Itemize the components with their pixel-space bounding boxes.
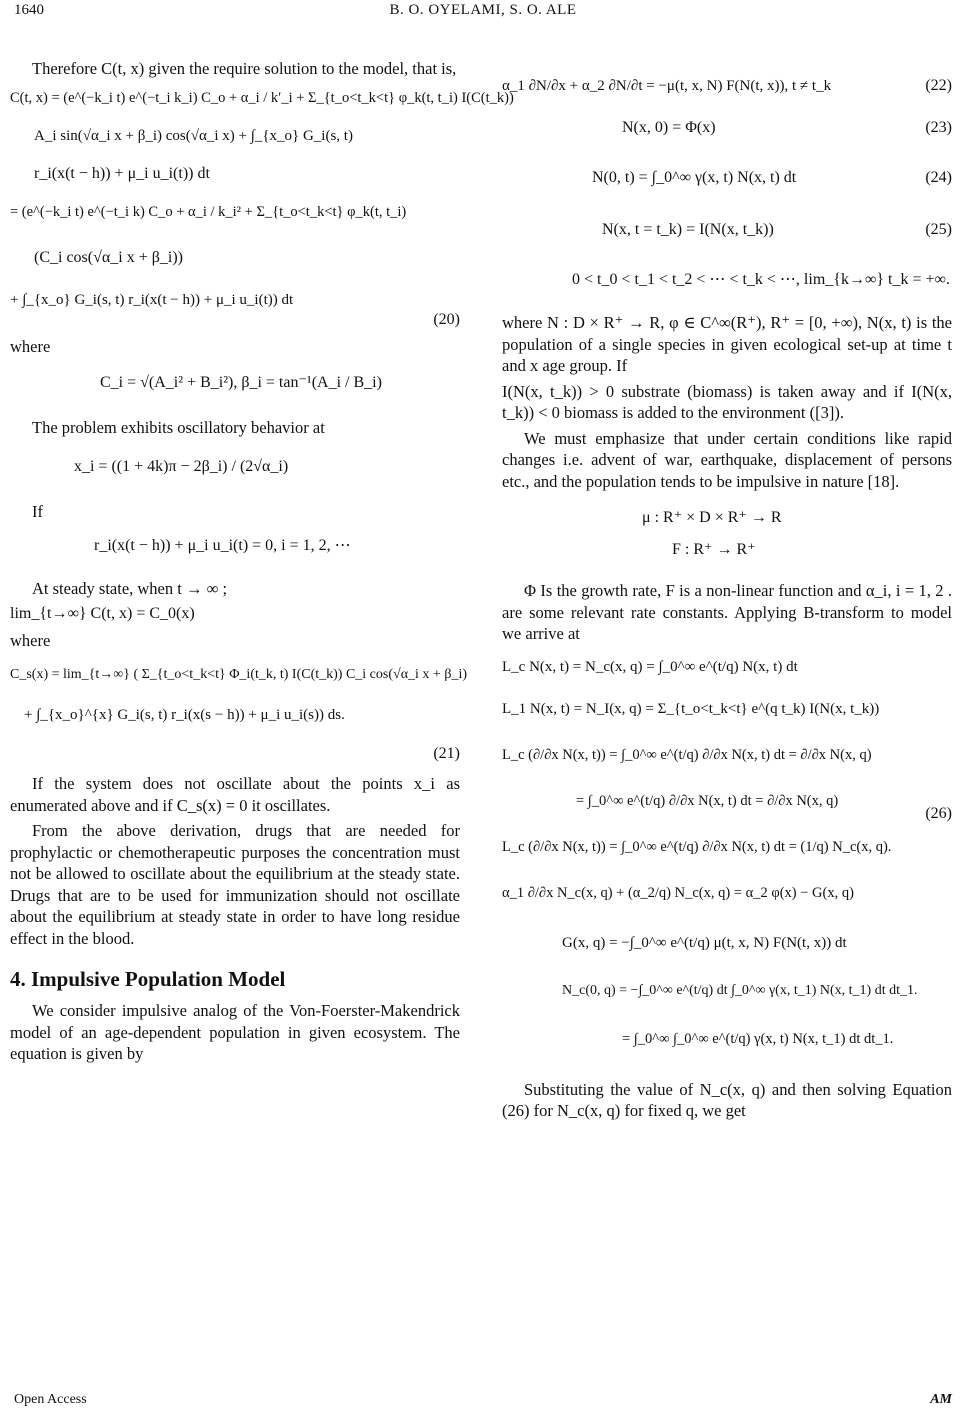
right-column (502, 58, 952, 1126)
equation-line: L_c (∂/∂x N(x, t)) = ∫_0^∞ e^(t/q) ∂/∂x N(x, t) dt = (1/q) N_c(x, q). (502, 838, 892, 855)
equation: N_c(0, q) = −∫_0^∞ e^(t/q) dt ∫_0^∞ γ(x, t_1) N(x, t_1) dt dt_1. (562, 982, 918, 998)
equation-line: = (e^(−k_i t) e^(−t_i k) C_o + α_i / k_i² + Σ_{t_o<t_k<t} φ_k(t, t_i) (10, 203, 407, 220)
equation: = ∫_0^∞ ∫_0^∞ e^(t/q) γ(x, t) N(x, t_1) dt dt_1. (622, 1030, 894, 1047)
equation-line: A_i sin(√α_i x + β_i) cos(√α_i x) + ∫_{x_o} G_i(s, t) (34, 127, 353, 144)
equation-24 (502, 168, 952, 188)
equation: r_i(x(t − h)) + μ_i u_i(t) = 0, i = 1, 2, ⋯ (94, 537, 351, 554)
equation-line: L_c N(x, t) = N_c(x, q) = ∫_0^∞ e^(t/q) N(x, t) dt (502, 658, 798, 675)
paragraph: where N : D × R⁺ → R, φ ∈ C^∞(R⁺), R⁺ = [0, +∞), N(x, t) is the population of a single species in given ecological set-up at time t and x age group. If (502, 313, 952, 375)
equation-number: (22) (925, 77, 952, 94)
page-header (0, 0, 966, 30)
paragraph: If the system does not oscillate about the points x_i as enumerated above and if C_s(x) = 0 it oscillates. (10, 774, 460, 815)
equation: 0 < t_0 < t_1 < t_2 < ⋯ < t_k < ⋯, lim_{k→∞} t_k = +∞. (572, 271, 950, 288)
equation-22 (502, 76, 952, 96)
paragraph: From the above derivation, drugs that are needed for prophylactic or chemotherapeutic purposes the concentration must not be allowed to oscillate about the equilibrium at the steady state. Drugs that are to be used for immunization should not oscillate about the equilibrium at steady state in order to have long residue effect in the blood. (10, 821, 460, 948)
paragraph: where (10, 630, 51, 650)
section-heading: 4. Impulsive Population Model (10, 967, 286, 991)
equation-line: + ∫_{x_o}^{x} G_i(s, t) r_i(x(s − h)) + μ_i u_i(s)) ds. (24, 707, 345, 723)
equation-line: (C_i cos(√α_i x + β_i)) (34, 248, 183, 266)
paragraph: Substituting the value of N_c(x, q) and then solving Equation (26) for N_c(x, q) for fixed q, we get (502, 1079, 952, 1120)
equation: N(0, t) = ∫_0^∞ γ(x, t) N(x, t) dt (592, 169, 797, 186)
equation-line: C(t, x) = (e^(−k_i t) e^(−t_i k_i) C_o + α_i / k′_i + Σ_{t_o<t_k<t} φ_k(t, t_i) I(C(t_k)) (10, 89, 514, 106)
equation-line: r_i(x(t − h)) + μ_i u_i(t)) dt (34, 164, 210, 182)
paragraph: We consider impulsive analog of the Von-Foerster-Makendrick model of an age-dependent population in given ecosystem. The equation is given by (10, 1001, 460, 1063)
paragraph: where (10, 336, 51, 356)
paragraph: At steady state, when t → ∞ ; (32, 579, 228, 598)
equation-23 (502, 118, 952, 138)
equation-line: L_1 N(x, t) = N_I(x, q) = Σ_{t_o<t_k<t} e^(q t_k) I(N(x, t_k)) (502, 700, 880, 717)
equation-20 (10, 88, 514, 318)
equation-number: (23) (925, 119, 952, 136)
paragraph: Φ Is the growth rate, F is a non-linear function and α_i, i = 1, 2 . are some relevant rate constants. Applying B-transform to model we arrive at (502, 581, 952, 643)
equation-line: + ∫_{x_o} G_i(s, t) r_i(x(t − h)) + μ_i u_i(t)) dt (10, 291, 294, 308)
left-column (10, 58, 514, 1069)
equation: N(x, 0) = Φ(x) (622, 119, 716, 136)
footer-journal: AM (930, 1392, 952, 1407)
equation-number: (26) (925, 804, 952, 822)
paragraph: The problem exhibits oscillatory behavior at (32, 418, 325, 437)
equation: N(x, t = t_k) = I(N(x, t_k)) (602, 221, 774, 238)
equation-line: = ∫_0^∞ e^(t/q) ∂/∂x N(x, t) dt = ∂/∂x N(x, q) (576, 792, 839, 809)
equation: G(x, q) = −∫_0^∞ e^(t/q) μ(t, x, N) F(N(t, x)) dt (562, 934, 847, 951)
page-number: 1640 (14, 2, 44, 18)
equation: C_i = √(A_i² + B_i²), β_i = tan⁻¹(A_i / B_i) (100, 374, 382, 391)
running-head: B. O. OYELAMI, S. O. ALE (389, 2, 577, 18)
equation-line: C_s(x) = lim_{t→∞} ( Σ_{t_o<t_k<t} Φ_i(t_k, t) I(C(t_k)) C_i cos(√α_i x + β_i) (10, 667, 467, 682)
equation-number: (20) (433, 311, 460, 328)
equation-number: (25) (925, 221, 952, 238)
equation-number: (21) (433, 745, 460, 762)
equation-25 (502, 220, 952, 240)
page-footer (0, 1392, 966, 1414)
equation: μ : R⁺ × D × R⁺ → R (642, 509, 782, 526)
equation: F : R⁺ → R⁺ (672, 541, 756, 558)
paragraph: I(N(x, t_k)) > 0 substrate (biomass) is taken away and if I(N(x, t_k)) < 0 biomass is added to the environment ([3]). (502, 381, 952, 422)
paragraph: Therefore C(t, x) given the require solution to the model, that is, (32, 59, 457, 78)
equation-number: (24) (925, 169, 952, 186)
footer-open-access: Open Access (14, 1392, 87, 1407)
equation: x_i = ((1 + 4k)π − 2β_i) / (2√α_i) (74, 457, 289, 475)
paragraph: If (32, 501, 43, 521)
equation: α_1 ∂N/∂x + α_2 ∂N/∂t = −μ(t, x, N) F(N(t, x)), t ≠ t_k (502, 78, 832, 94)
equation: lim_{t→∞} C(t, x) = C_0(x) (10, 604, 195, 622)
paragraph: We must emphasize that under certain conditions like rapid changes i.e. advent of war, earthquake, displacement of persons etc., and the population tends to be impulsive in nature [18]. (502, 428, 952, 491)
equation-26 (502, 657, 952, 903)
equation-line: α_1 ∂/∂x N_c(x, q) + (α_2/q) N_c(x, q) = α_2 φ(x) − G(x, q) (502, 884, 854, 901)
equation-line: L_c (∂/∂x N(x, t)) = ∫_0^∞ e^(t/q) ∂/∂x N(x, t) dt = ∂/∂x N(x, q) (502, 746, 872, 763)
